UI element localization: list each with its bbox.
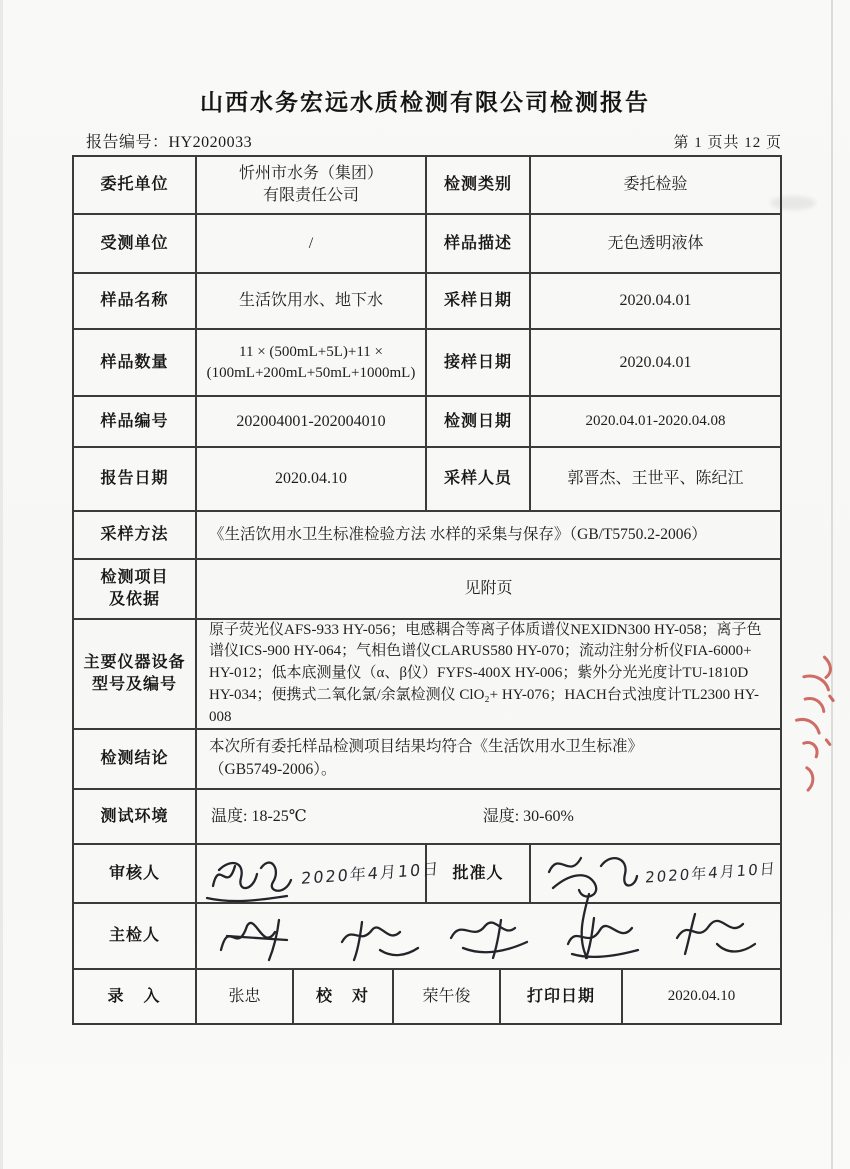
table-row <box>74 157 780 215</box>
test-items-value: 见附页 <box>464 580 513 598</box>
samplers-label: 采样人员 <box>427 448 531 510</box>
sample-qty-line2: (100mL+200mL+50mL+1000mL) <box>206 364 416 381</box>
instruments-value <box>197 620 780 728</box>
inspector-signature-2 <box>332 914 424 962</box>
entrust-unit-line2: 有限责任公司 <box>262 187 359 204</box>
scan-edge-line <box>831 0 833 1169</box>
sampling-method-label: 采样方法 <box>74 512 197 558</box>
conclusion-label: 检测结论 <box>74 730 197 788</box>
report-number-value: HY2020033 <box>168 134 253 151</box>
table-row <box>74 730 780 790</box>
inspector-signature-3 <box>443 912 539 962</box>
sample-name-value: 生活饮用水、地下水 <box>197 274 427 328</box>
table-row <box>74 215 780 274</box>
conclusion-line2: （GB5749-2006）。 <box>209 761 337 779</box>
conclusion-line1: 本次所有委托样品检测项目结果均符合《生活饮用水卫生标准》 <box>209 738 644 755</box>
table-row <box>74 620 780 730</box>
environment-value <box>197 790 780 843</box>
page-title: 山西水务宏远水质检测有限公司检测报告 <box>200 90 650 115</box>
test-date-label: 检测日期 <box>427 397 531 446</box>
samplers-value: 郭晋杰、王世平、陈纪江 <box>567 470 744 488</box>
instruments-label <box>74 620 197 728</box>
sample-desc-value: 无色透明液体 <box>607 234 704 252</box>
sample-qty-label: 样品数量 <box>74 330 197 395</box>
inspector-signature-4 <box>558 912 648 962</box>
table-row <box>74 397 780 448</box>
report-date-label: 报告日期 <box>74 448 197 510</box>
test-category-value: 委托检验 <box>623 176 688 194</box>
entrust-unit-label: 委托单位 <box>74 157 197 213</box>
entry-label: 录 入 <box>74 970 197 1023</box>
inspector-signature-5 <box>667 910 761 962</box>
report-number-label: 报告编号： <box>86 134 169 151</box>
reviewer-label: 审核人 <box>74 845 197 902</box>
print-date-label: 打印日期 <box>501 970 623 1023</box>
sample-no-label: 样品编号 <box>74 397 197 446</box>
instruments-text: 原子荧光仪AFS-933 HY-056；电感耦合等离子体质谱仪NEXIDN300 HY-058；离子色谱仪ICS-900 HY-064；气相色谱仪CLARUS580 HY-070；流动注射分析仪FIA-6000+ HY-012；低本底测量仪（α、β仪）FYFS-400X HY-006；紫外分光光度计TU-1810D HY-034；便携式二氧化氯/余氯检测仪 ClO₂+ HY-076；HACH台式浊度计TL2300 HY-008 <box>209 621 762 725</box>
entrust-unit-line1: 忻州市水务（集团） <box>238 165 383 183</box>
reviewer-signature-cell <box>197 845 441 902</box>
environment-label: 测试环境 <box>74 790 197 843</box>
table-row <box>74 970 780 1023</box>
tested-unit-value: / <box>197 215 427 272</box>
entrust-unit-value <box>197 157 427 213</box>
sampling-method-value <box>197 512 780 558</box>
reviewer-signature <box>203 846 295 902</box>
receive-date-label: 接样日期 <box>427 330 531 395</box>
instruments-label-line2: 型号及编号 <box>91 676 177 693</box>
sampling-date-value: 2020.04.01 <box>619 292 692 310</box>
receive-date-value: 2020.04.01 <box>619 353 692 371</box>
table-row <box>74 845 780 904</box>
report-meta <box>72 129 782 152</box>
sample-qty-value <box>197 330 427 395</box>
scan-edge-shadow <box>0 0 3 1169</box>
sampling-date-label: 采样日期 <box>427 274 531 328</box>
table-row <box>74 790 780 845</box>
report-number <box>72 129 252 152</box>
approver-date: 2020年4月10日 <box>644 859 778 888</box>
sample-no-value: 202004001-202004010 <box>197 397 427 446</box>
test-category-label: 检测类别 <box>427 157 531 213</box>
test-items-label <box>74 560 197 618</box>
test-items-label-line2: 及依据 <box>108 591 160 608</box>
sample-qty-line1: 11 × (500mL+5L)+11 × <box>239 344 383 361</box>
approver-signature-cell <box>531 845 781 902</box>
page-indicator: 第 1 页共 12 页 <box>673 135 782 151</box>
table-row <box>74 330 780 397</box>
table-row <box>74 904 780 970</box>
tested-unit-label: 受测单位 <box>74 215 197 272</box>
environment-temperature: 温度: 18-25℃ <box>211 807 307 825</box>
report-table <box>72 155 782 1025</box>
red-seal-fragment <box>777 646 846 806</box>
entry-value: 张忠 <box>197 970 294 1023</box>
test-date-value: 2020.04.01-2020.04.08 <box>585 413 726 430</box>
reviewer-date: 2020年4月10日 <box>300 858 441 888</box>
proofread-value: 荣午俊 <box>394 970 501 1023</box>
test-items-label-line1: 检测项目 <box>100 569 169 587</box>
table-row <box>74 512 780 560</box>
table-row <box>74 274 780 330</box>
instruments-label-line1: 主要仪器设备 <box>83 654 186 672</box>
sampling-method-text: 《生活饮用水卫生标准检验方法 水样的采集与保存》（GB/T5750.2-2006） <box>209 526 707 544</box>
sample-name-label: 样品名称 <box>74 274 197 328</box>
sample-desc-label: 样品描述 <box>427 215 531 272</box>
table-row <box>74 560 780 620</box>
inspector-signatures-cell <box>197 904 780 968</box>
environment-humidity: 湿度: 30-60% <box>482 807 574 825</box>
chief-inspector-label: 主检人 <box>74 904 197 968</box>
print-date-value: 2020.04.10 <box>667 988 736 1005</box>
inspector-signature-1 <box>213 910 313 962</box>
table-row <box>74 448 780 512</box>
conclusion-value <box>197 730 780 788</box>
approver-signature <box>537 846 637 902</box>
proofread-label: 校 对 <box>294 970 394 1023</box>
report-date-value: 2020.04.10 <box>197 448 427 510</box>
approver-label: 批准人 <box>427 845 531 902</box>
